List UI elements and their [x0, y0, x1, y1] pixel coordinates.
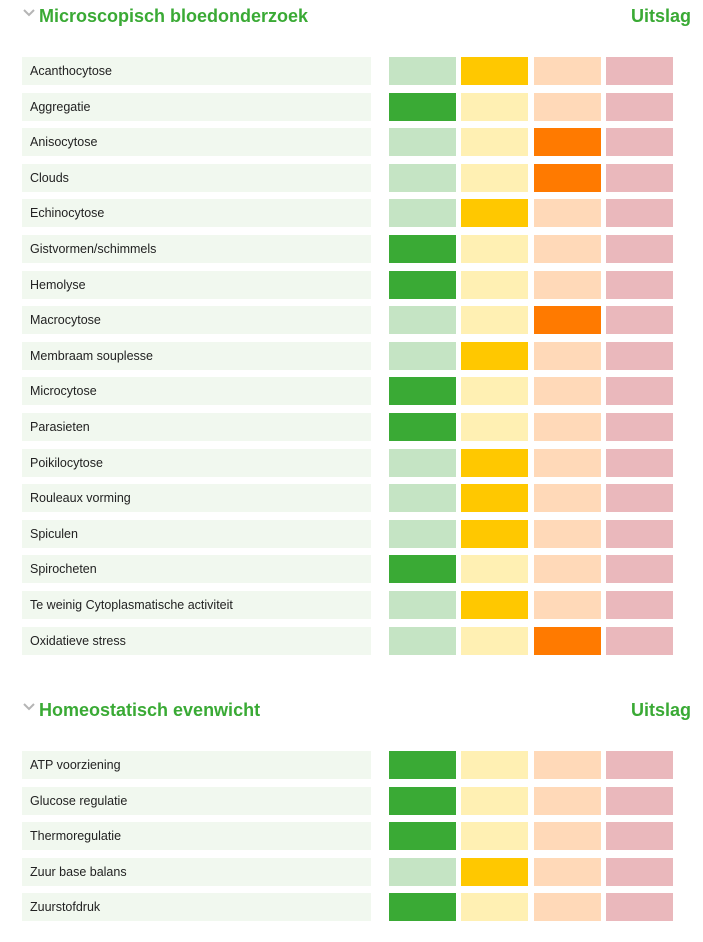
row-label: Acanthocytose — [22, 57, 371, 85]
score-cell-yellow-active — [461, 199, 528, 227]
section-header[interactable] — [0, 694, 703, 730]
result-row — [0, 128, 703, 156]
chevron-down-icon[interactable] — [22, 700, 36, 712]
row-label: Zuurstofdruk — [22, 893, 371, 921]
result-row — [0, 164, 703, 192]
score-cell-green-active — [389, 377, 456, 405]
result-row — [0, 413, 703, 441]
score-cell-orange — [534, 893, 601, 921]
score-cell-green-active — [389, 822, 456, 850]
score-cell-yellow — [461, 235, 528, 263]
section-title: Homeostatisch evenwicht — [39, 700, 261, 720]
score-cell-red — [606, 377, 673, 405]
score-cell-red — [606, 271, 673, 299]
score-cell-red — [606, 787, 673, 815]
result-row — [0, 627, 703, 655]
score-cell-red — [606, 199, 673, 227]
result-column-header: Uitslag — [630, 6, 691, 26]
score-cell-yellow — [461, 128, 528, 156]
score-cell-green-active — [389, 893, 456, 921]
score-cell-yellow — [461, 93, 528, 121]
row-label: Oxidatieve stress — [22, 627, 371, 655]
score-cell-green — [389, 627, 456, 655]
result-row — [0, 199, 703, 227]
score-cell-orange — [534, 591, 601, 619]
row-label: Macrocytose — [22, 306, 371, 334]
score-cell-yellow-active — [461, 484, 528, 512]
result-column-header: Uitslag — [630, 700, 691, 720]
score-cell-red — [606, 413, 673, 441]
score-cell-yellow-active — [461, 858, 528, 886]
score-cell-orange — [534, 751, 601, 779]
score-cell-orange — [534, 449, 601, 477]
score-cell-orange — [534, 271, 601, 299]
score-cell-red — [606, 591, 673, 619]
result-row — [0, 787, 703, 815]
score-cell-red — [606, 484, 673, 512]
score-cell-green — [389, 484, 456, 512]
score-cell-green — [389, 520, 456, 548]
result-row — [0, 893, 703, 921]
score-cell-green — [389, 591, 456, 619]
score-cell-orange — [534, 413, 601, 441]
result-row — [0, 57, 703, 85]
score-cell-orange — [534, 235, 601, 263]
score-cell-yellow — [461, 555, 528, 583]
row-label: Poikilocytose — [22, 449, 371, 477]
result-row — [0, 449, 703, 477]
score-cell-red — [606, 893, 673, 921]
score-cell-orange — [534, 555, 601, 583]
result-row — [0, 751, 703, 779]
score-cell-yellow-active — [461, 342, 528, 370]
row-label: Echinocytose — [22, 199, 371, 227]
score-cell-green — [389, 199, 456, 227]
result-row — [0, 484, 703, 512]
score-cell-green — [389, 342, 456, 370]
score-cell-orange-active — [534, 128, 601, 156]
row-label: Microcytose — [22, 377, 371, 405]
score-cell-green-active — [389, 787, 456, 815]
result-row — [0, 235, 703, 263]
score-cell-yellow — [461, 787, 528, 815]
row-label: Gistvormen/schimmels — [22, 235, 371, 263]
score-cell-red — [606, 520, 673, 548]
score-cell-yellow-active — [461, 57, 528, 85]
score-cell-red — [606, 342, 673, 370]
score-cell-orange — [534, 199, 601, 227]
row-label: Clouds — [22, 164, 371, 192]
score-cell-orange — [534, 787, 601, 815]
score-cell-green-active — [389, 235, 456, 263]
score-cell-orange — [534, 520, 601, 548]
score-cell-orange — [534, 93, 601, 121]
result-row — [0, 822, 703, 850]
row-label: Glucose regulatie — [22, 787, 371, 815]
row-label: Hemolyse — [22, 271, 371, 299]
section-title: Microscopisch bloedonderzoek — [39, 6, 309, 26]
section-homeostatisch-evenwicht — [0, 694, 703, 915]
score-cell-yellow — [461, 822, 528, 850]
result-row — [0, 306, 703, 334]
row-label: Anisocytose — [22, 128, 371, 156]
row-label: Spirocheten — [22, 555, 371, 583]
score-cell-green — [389, 128, 456, 156]
score-cell-green — [389, 306, 456, 334]
score-cell-red — [606, 627, 673, 655]
score-cell-green-active — [389, 555, 456, 583]
row-label: Membraam souplesse — [22, 342, 371, 370]
row-label: ATP voorziening — [22, 751, 371, 779]
row-label: Rouleaux vorming — [22, 484, 371, 512]
row-label: Zuur base balans — [22, 858, 371, 886]
score-cell-orange-active — [534, 164, 601, 192]
score-cell-green-active — [389, 751, 456, 779]
score-cell-red — [606, 164, 673, 192]
score-cell-green-active — [389, 413, 456, 441]
result-rows — [0, 57, 703, 662]
score-cell-red — [606, 449, 673, 477]
score-cell-green-active — [389, 271, 456, 299]
score-cell-yellow-active — [461, 520, 528, 548]
score-cell-orange — [534, 822, 601, 850]
row-label: Aggregatie — [22, 93, 371, 121]
result-row — [0, 555, 703, 583]
result-row — [0, 93, 703, 121]
result-row — [0, 342, 703, 370]
result-row — [0, 520, 703, 548]
score-cell-yellow — [461, 377, 528, 405]
score-cell-orange-active — [534, 306, 601, 334]
score-cell-red — [606, 128, 673, 156]
score-cell-red — [606, 858, 673, 886]
score-cell-red — [606, 93, 673, 121]
score-cell-orange — [534, 57, 601, 85]
result-row — [0, 591, 703, 619]
score-cell-orange — [534, 342, 601, 370]
result-row — [0, 377, 703, 405]
score-cell-green — [389, 858, 456, 886]
score-cell-red — [606, 822, 673, 850]
result-rows — [0, 751, 703, 929]
score-cell-yellow — [461, 413, 528, 441]
chevron-down-icon[interactable] — [22, 6, 36, 18]
score-cell-red — [606, 57, 673, 85]
section-header[interactable] — [0, 0, 703, 36]
score-cell-yellow — [461, 627, 528, 655]
score-cell-red — [606, 751, 673, 779]
score-cell-yellow — [461, 751, 528, 779]
score-cell-red — [606, 555, 673, 583]
row-label: Parasieten — [22, 413, 371, 441]
score-cell-green — [389, 449, 456, 477]
row-label: Thermoregulatie — [22, 822, 371, 850]
score-cell-orange-active — [534, 627, 601, 655]
score-cell-yellow-active — [461, 449, 528, 477]
score-cell-yellow — [461, 164, 528, 192]
score-cell-yellow — [461, 271, 528, 299]
score-cell-yellow — [461, 306, 528, 334]
score-cell-orange — [534, 858, 601, 886]
score-cell-green — [389, 164, 456, 192]
score-cell-green-active — [389, 93, 456, 121]
score-cell-green — [389, 57, 456, 85]
score-cell-yellow-active — [461, 591, 528, 619]
score-cell-red — [606, 235, 673, 263]
row-label: Spiculen — [22, 520, 371, 548]
score-cell-red — [606, 306, 673, 334]
score-cell-yellow — [461, 893, 528, 921]
score-cell-orange — [534, 484, 601, 512]
score-cell-orange — [534, 377, 601, 405]
row-label: Te weinig Cytoplasmatische activiteit — [22, 591, 371, 619]
result-row — [0, 858, 703, 886]
result-row — [0, 271, 703, 299]
